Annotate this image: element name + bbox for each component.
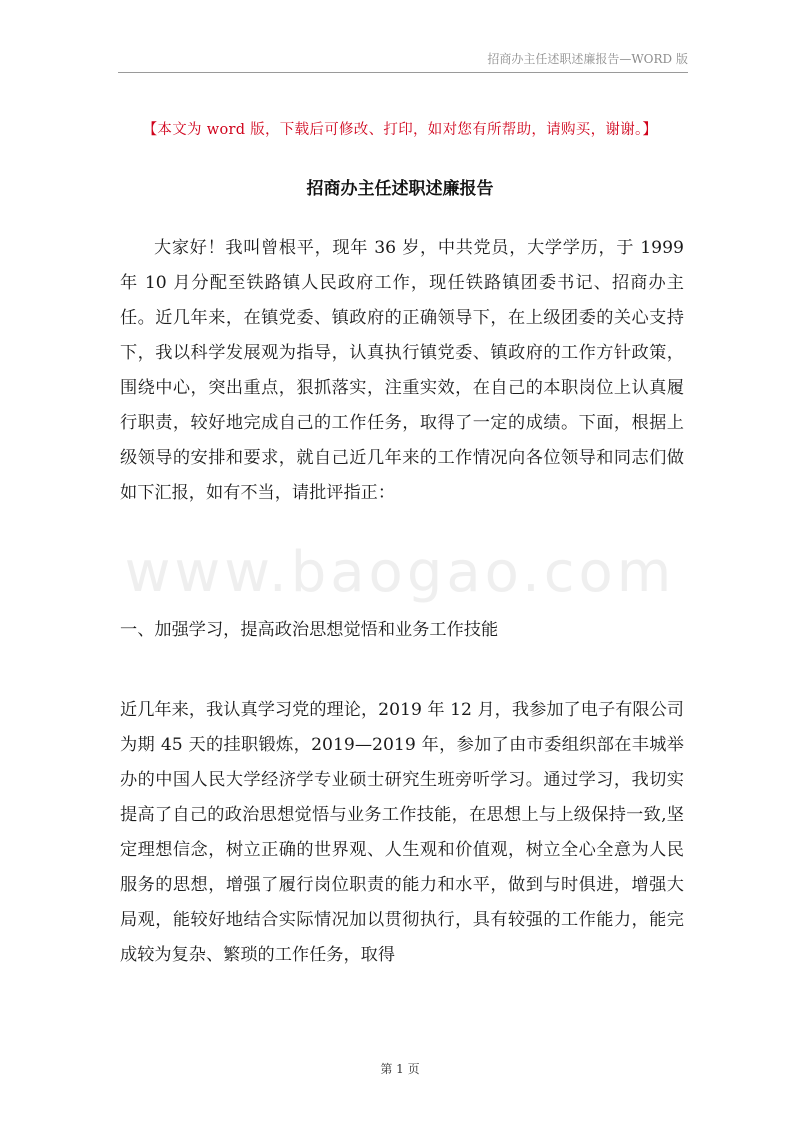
section-heading-1: 一、加强学习，提高政治思想觉悟和业务工作技能 bbox=[120, 620, 499, 640]
page-number: 第 1 页 bbox=[380, 1062, 420, 1076]
page-header: 招商办主任述职述廉报告—WORD 版 bbox=[487, 52, 688, 66]
document-title: 招商办主任述职述廉报告 bbox=[306, 179, 494, 199]
intro-paragraph: 大家好！我叫曾根平，现年 36 岁，中共党员，大学学历，于 1999 年 10 月分配至铁路镇人民政府工作，现任铁路镇团委书记、招商办主任。近几年来，在镇党委、镇政府的正确领导下，在上级团委的关心支持下，我以科学发展观为指导，认真执行镇党委、镇政府的工作方针政策，围绕中心，突出重点，狠抓落实，注重实效，在自己的本职岗位上认真履行职责，较好地完成自己的工作任务，取得了一定的成绩。下面，根据上级领导的安排和要求，就自己近几年来的工作情况向各位领导和同志们做如下汇报，如有不当，请批评指正： bbox=[120, 238, 684, 503]
watermark: www.baogao.com bbox=[124, 540, 676, 605]
purchase-notice: 【本文为 word 版，下载后可修改、打印，如对您有所帮助，请购买，谢谢。】 bbox=[142, 122, 658, 138]
header-rule bbox=[118, 72, 688, 73]
study-paragraph: 近几年来，我认真学习党的理论，2019 年 12 月，我参加了电子有限公司为期 45 天的挂职锻炼，2019—2019 年，参加了由市委组织部在丰城举办的中国人民大学经济学专业硕士研究生班旁听学习。通过学习，我切实提高了自己的政治思想觉悟与业务工作技能，在思想上与上级保持一致,坚定理想信念，树立正确的世界观、人生观和价值观，树立全心全意为人民服务的思想，增强了履行岗位职责的能力和水平，做到与时俱进，增强大局观，能较好地结合实际情况加以贯彻执行，具有较强的工作能力，能完成较为复杂、繁琐的工作任务，取得 bbox=[120, 700, 684, 965]
